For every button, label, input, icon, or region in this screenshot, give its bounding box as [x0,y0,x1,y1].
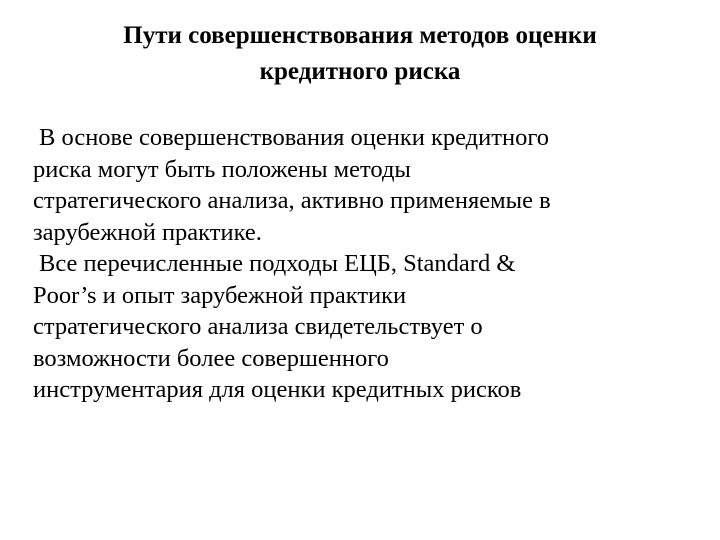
paragraph-line: зарубежной практике. [33,218,262,246]
title-line: Пути совершенствования методов оценки [123,22,597,49]
paragraph-line: Все перечисленные подходы ЕЦБ, Standard & [39,250,516,277]
paragraph-line: стратегического анализа, активно применяемые в [33,187,551,214]
slide-title [20,18,700,90]
paragraph-line: инструментария для оценки кредитных рисков [33,376,522,403]
paragraph-2 [33,248,715,406]
paragraph-line: В основе совершенствования оценки кредитного [39,124,550,151]
title-line: кредитного риска [259,58,461,85]
paragraph-line: Poor’s и опыт зарубежной практики [33,281,407,309]
paragraph-line: риска могут быть положены методы [33,155,411,183]
slide-body [33,122,715,406]
paragraph-line: стратегического анализа свидетельствует о [33,313,483,340]
paragraph-line: возможности более совершенного [33,344,389,372]
paragraph-1 [33,122,715,248]
